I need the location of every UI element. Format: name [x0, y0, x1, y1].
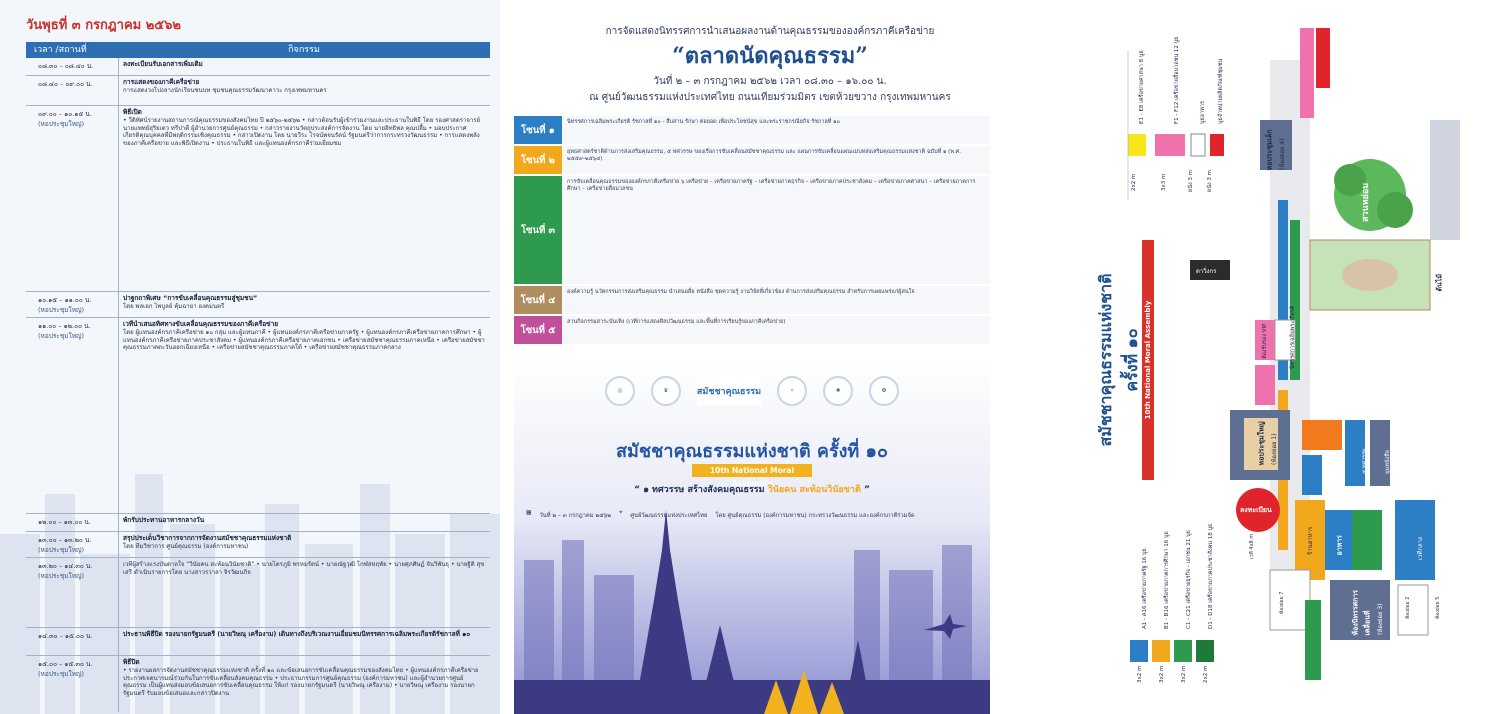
floor-map-panel	[1000, 0, 1500, 714]
zone-5	[514, 316, 990, 344]
zone-text: การขับเคลื่อนคุณธรรมขององค์กรภาคีเครือข่าย ๖ เครือข่าย – เครือข่ายภาครัฐ – เครือข่ายภาคธุรกิจ – เครือข่ายภาคประชาสังคม – เครือข่ายภาคศาสนา – เครือข่ายภาคการศึกษา – เครือข่ายสื่อมวลชน	[562, 176, 990, 284]
row-title: พิธีปิด	[123, 658, 140, 666]
info-venue: ศูนย์วัฒนธรรมแห่งประเทศไทย	[630, 513, 708, 519]
table-row	[26, 558, 490, 628]
legend-d-size: 2x2 m	[1203, 665, 1209, 683]
legend-a: A1 - A16 เครือข่ายภาครัฐ 16 บูธ	[1142, 548, 1148, 629]
floor-map	[1000, 0, 1500, 714]
row-venue: (หอประชุมใหญ่)	[38, 332, 85, 340]
map-number: ครั้งที่ ๑๐	[1122, 328, 1141, 392]
legend-c: C1 - C21 เครือข่ายธุรกิจ - เอกชน 21 บูธ	[1186, 530, 1192, 629]
legend-e-size: 2x2 m	[1131, 173, 1137, 191]
row-title: เวทีนำเสนอทิศทางขับเคลื่อนคุณธรรมของภาคีเครือข่าย	[123, 320, 279, 328]
moral-market-panel	[500, 0, 1000, 714]
schedule-panel	[0, 0, 500, 714]
table-row	[26, 514, 490, 532]
row-venue: (หอประชุมใหญ่)	[38, 120, 85, 128]
time-column-header: เวลา /สถานที่	[34, 45, 87, 55]
legend-c-size: 3x2 m	[1181, 665, 1187, 683]
row-detail: โดย ทีมวิชาการ ศูนย์คุณธรรม (องค์การมหาชน)	[123, 542, 249, 550]
register-label: ลงทะเบียน	[1240, 506, 1272, 514]
row-time: ๑๓.๐๐ – ๑๓.๒๐ น.	[38, 536, 92, 544]
legend-food: บูธอาหาร	[1200, 101, 1206, 124]
zone-text: องค์ความรู้ นวัตกรรมการส่งเสริมคุณธรรม นำเสนอสื่อ หนังสือ ชุดความรู้ งานวิจัยที่เกี่ยวข้อง ด้านการส่งเสริมคุณธรรม สำหรับการเผยแพร่แก่ผู้สนใจ	[562, 286, 990, 314]
row-title: ประธานพิธีปิด รองนายกรัฐมนตรี (นายวิษณุ เครืองาม) เดินทางถึงบริเวณงานเยี่ยมชมนิทรรศการเฉลิมพระเกียรติรัชกาลที่ ๑๐	[123, 630, 471, 638]
legend-food-size: ผนัง 3 m	[1188, 169, 1194, 192]
slogan-close: ”	[863, 485, 870, 495]
legend-d: D1 - D18 เครือข่ายภาคประชาสังคม 18 บูธ	[1208, 523, 1214, 629]
poster-background	[514, 360, 990, 714]
sub-room-2-label: ห้องย่อย 2	[1405, 596, 1411, 619]
row-venue: (หอประชุมใหญ่)	[38, 306, 85, 314]
table-row	[26, 76, 490, 106]
row-time: ๑๔.๓๐ – ๑๕.๐๐ น.	[38, 632, 93, 640]
row-detail: การแสดงวงโปงลางนักเรียนชนบท ชุมชนคุณธรรมวัฒนาคาวะ กรุงเทพมหานคร	[123, 86, 327, 94]
logo-icon: ◎	[605, 376, 635, 406]
trees-label: ต้นไม้	[1435, 274, 1444, 292]
exhibition-label: ห้องนิทรรศการ	[1351, 589, 1360, 636]
legend-f-size: 3x3 m	[1161, 173, 1167, 191]
zone-label: โซนที่ ๕	[514, 316, 562, 344]
schedule-date: วันพุธที่ ๓ กรกฎาคม ๒๕๖๒	[26, 18, 181, 33]
map-title: สมัชชาคุณธรรมแห่งชาติ	[1096, 273, 1115, 447]
slogan-part: “ ๑ ทศวรรษ สร้างสังคมคุณธรรม	[634, 485, 765, 495]
row-title: พิธีเปิด	[123, 108, 142, 116]
market-date: วันที่ ๒ – ๓ กรกฎาคม ๒๕๖๒ เวลา ๐๘.๓๐ – ๑๖.๐๐ น.	[653, 76, 887, 87]
row-time: ๑๑.๐๐ – ๑๒.๐๐ น.	[38, 322, 91, 330]
row-venue: (หอประชุมใหญ่)	[38, 670, 85, 678]
row-title: ปาฐกถาพิเศษ “การขับเคลื่อนคุณธรรมสู่ชุมชน”	[123, 294, 258, 302]
row-detail: เวทีผู้สร้างแรงบันดาลใจ “วินัยคน สะท้อนวินัยชาติ” • นายไตรภูมิ พรหมรัตน์ • นายณัฐวุฒิ โกฬสหฤทัย • นายศุภศิษฏ์ จันวิพันธุ • นายฐิติ สุขเสรี ดำเนินรายการโดย นางสาวรวาลา จิรวัฒนกิจ	[123, 561, 485, 576]
activity-column-header: กิจกรรม	[288, 45, 320, 55]
food-label: อาหาร	[1335, 535, 1344, 556]
emblem-icon: ♛	[651, 376, 681, 406]
row-title: พักรับประทานอาหารกลางวัน	[123, 516, 205, 524]
stage-size-label: เวที 4x8 m	[1249, 533, 1255, 559]
zone-label: โซนที่ ๓	[514, 176, 562, 284]
legend-shop: บูธจำหน่ายผลิตภัณฑ์ชุมชน	[1218, 58, 1224, 124]
garden-label: สวนหย่อม	[1361, 182, 1371, 222]
assembly-poster	[514, 360, 990, 714]
market-subtitle: การจัดแสดงนิทรรศการนำเสนอผลงานด้านคุณธรรมขององค์กรภาคีเครือข่าย	[605, 26, 935, 37]
legend-b-size: 3x2 m	[1159, 665, 1165, 683]
market-title: “ตลาดนัดคุณธรรม”	[672, 43, 868, 69]
row-title: สรุปประเด็นวิชาการจากการจัดงานสมัชชาคุณธรรมแห่งชาติ	[123, 534, 292, 542]
exhibition-room-label: (ห้องย่อย 3)	[1377, 603, 1384, 635]
poster-slogan	[514, 482, 990, 496]
zone-4	[514, 286, 990, 314]
row-time: ๐๙.๐๐ – ๑๐.๑๕ น.	[38, 110, 92, 118]
row-title: ลงทะเบียนรับเอกสารเพิ่มเติม	[123, 60, 203, 68]
row-time: ๑๓.๒๐ – ๑๔.๓๐ น.	[38, 562, 93, 570]
stage-label: เวทีกลาง	[1417, 537, 1424, 560]
small-hall-label: หอประชุมเล็ก	[1265, 129, 1274, 171]
legend-b: B1 - B16 เครือข่ายภาคการศึกษา 16 บูธ	[1164, 531, 1170, 629]
schedule-header	[26, 42, 490, 58]
small-hall-sub-label: (ห้องย่อย 4)	[1279, 138, 1286, 170]
row-venue: (หอประชุมใหญ่)	[38, 572, 85, 580]
zone-3	[514, 176, 990, 284]
row-time: ๑๐.๑๕ – ๑๑.๐๐ น.	[38, 296, 92, 304]
seal-icon: ✺	[823, 376, 853, 406]
row-time: ๐๘.๓๐ – ๐๘.๔๐ น.	[38, 62, 94, 70]
poster-english: 10th National Moral Assembly	[692, 464, 812, 477]
poster-title: สมัชชาคุณธรรมแห่งชาติ ครั้งที่ ๑๐	[616, 441, 888, 462]
zone-text: ลานกิจกรรมสาระบันเทิง (เวทีการแสดงศิลปวัฒนธรรม และพื้นที่การเรียนรู้ของภาคีเครือข่าย)	[562, 316, 990, 344]
table-row	[26, 656, 490, 712]
row-venue: (หอประชุมใหญ่)	[38, 546, 85, 554]
legend-f: F1 - F12 เครือข่ายสื่อมวลชน 12 บูธ	[1174, 36, 1180, 124]
zone-1	[514, 116, 990, 144]
info-org: โดย ศูนย์คุณธรรม (องค์การมหาชน) กระทรวงวัฒนธรรม และองค์กรภาคีร่วมจัด	[715, 513, 915, 519]
legend-shop-size: ผนัง 3 m	[1207, 169, 1213, 192]
table-row	[26, 628, 490, 656]
zone-2	[514, 146, 990, 174]
market-venue: ณ ศูนย์วัฒนธรรมแห่งประเทศไทย ถนนเทียมร่วมมิตร เขตห้วยขวาง กรุงเทพมหานคร	[589, 92, 951, 103]
exhibition-sub-label: เคลื่อนที่	[1363, 610, 1372, 636]
row-detail: • วีดิทัศน์รายงานสถานการณ์คุณธรรมของสังคมไทย ปี ๒๕๖๐-๒๕๖๒ • กล่าวต้อนรับผู้เข้าร่วมงานและประธานในพิธี โดย รองศาสตราจารย์ นายแพทย์สุริยเดว ทรีปาตี ผู้อำนวยการศูนย์คุณธรรม • กล่าวรายงานวัตถุประสงค์การจัดงาน โดย นายอิทธิพล คุณปลื้ม • มอบประกาศเกียรติคุณบุคคลที่มีพฤติกรรมเชิงคุณธรรม • กล่าวเปิดงาน โดย นายวีระ โรจน์พจนรัตน์ รัฐมนตรีว่าการกระทรวงวัฒนธรรม • การแสดงพลังของภาคีเครือข่าย และพิธีเปิดงาน • ประธานในพิธี และผู้แทนองค์กรภาคีร่วมเยี่ยมชม	[123, 116, 480, 148]
table-row	[26, 532, 490, 558]
map-english: 10th National Moral Assembly	[1142, 240, 1154, 480]
table-row	[26, 318, 490, 514]
food-sub-label: ร้านอาหาร	[1307, 526, 1314, 555]
great-hall-label: หอประชุมใหญ่	[1257, 421, 1266, 466]
sub-room-5-label: ห้องย่อย 5	[1435, 596, 1441, 619]
sub-room-7-label: ห้องย่อย 7	[1279, 591, 1285, 614]
row-detail: • รายงานผลการจัดงานสมัชชาคุณธรรมแห่งชาติ ครั้งที่ ๑๐ และข้อเสนอการขับเคลื่อนคุณธรรมของสังคมไทย • ผู้แทนองค์กรภาคีเครือข่ายประกาศเจตนารมณ์ร่วมกันในการขับเคลื่อนสังคมคุณธรรม • ประธานกรรมการศูนย์คุณธรรม (องค์การมหาชน) และผู้อำนวยการศูนย์คุณธรรม เป็นผู้แทนส่งมอบข้อเสนอการขับเคลื่อนคุณธรรม ให้แก่ รองนายกรัฐมนตรี (นายวิษณุ เครืองาม) • นายวิษณุ เครืองาม รองนายกรัฐมนตรี รับมอบข้อเสนอและกล่าวปิดงาน	[123, 666, 479, 698]
history-label: ๕ ทศวรรษ	[1362, 448, 1368, 474]
assembly-logo: สมัชชาคุณธรรม	[697, 376, 761, 406]
location-icon: ⌖	[619, 510, 623, 516]
legend-a-size: 3x2 m	[1137, 665, 1143, 683]
legend-e: E1 - E8 เครือข่ายศาสนา 8 บูธ	[1139, 50, 1145, 124]
row-time: ๑๕.๐๐ – ๑๕.๓๐ น.	[38, 660, 93, 668]
row-time: ๐๘.๔๐ – ๐๙.๐๐ น.	[38, 80, 93, 88]
info-date: วันที่ ๒ – ๓ กรกฎาคม ๒๕๖๒	[539, 513, 612, 519]
row-detail: โดย พลเอก ไพบูลย์ คุ้มฉายา องคมนตรี	[123, 302, 225, 310]
ot-label: ดาวิ่งกร	[1196, 268, 1217, 275]
vip-label: ห้องรับรอง VIP	[1262, 323, 1268, 359]
schedule-table	[26, 58, 490, 708]
table-row	[26, 106, 490, 292]
zone-text: ยุทธศาสตร์ชาติด้านการส่งเสริมคุณธรรม, ๕ ทศวรรษ ของเรือการขับเคลื่อนสมัชชาคุณธรรม และ แผนการขับเคลื่อนแผนแม่บทส่งเสริมคุณธรรมแห่งชาติ ฉบับที่ ๑ (พ.ศ. ๒๕๕๙-๒๕๖๔)	[562, 146, 990, 174]
table-row	[26, 292, 490, 318]
logo-row	[514, 376, 990, 406]
table-row	[26, 58, 490, 76]
row-title: การแสดงของภาคีเครือข่าย	[123, 78, 200, 86]
zone-label: โซนที่ ๒	[514, 146, 562, 174]
media-label: มุมหนังสือ	[1385, 450, 1391, 474]
zone-text: นิทรรศการเฉลิมพระเกียรติ รัชกาลที่ ๑๐ - สืบสาน รักษา ต่อยอด เพื่อประโยชน์สุข และพระราชกรณียกิจ รัชกาลที่ ๑๐	[562, 116, 990, 144]
zone-label: โซนที่ ๑	[514, 116, 562, 144]
slogan-highlight: วินัยคน สะท้อนวินัยชาติ	[767, 485, 861, 495]
calendar-icon: ▦	[526, 510, 532, 516]
zone-label: โซนที่ ๔	[514, 286, 562, 314]
badge-icon: ❂	[869, 376, 899, 406]
row-detail: โดย ผู้แทนองค์กรภาคีเครือข่าย ๑๐ กลุ่ม และผู้แทนภาคี • ผู้แทนองค์กรภาคีเครือข่ายภาครัฐ • ผู้แทนองค์กรภาคีเครือข่ายภาคการศึกษา • ผู้แทนองค์กรภาคีเครือข่ายภาคประชาสังคม • ผู้แทนองค์กรภาคีเครือข่ายภาคเอกชน • เครือข่ายสมัชชาคุณธรรมภาคเหนือ • เครือข่ายสมัชชาคุณธรรมภาคตะวันออกเฉียงเหนือ • เครือข่ายสมัชชาคุณธรรมภาคใต้ • เครือข่ายสมัชชาคุณธรรมภาคกลาง	[123, 328, 485, 352]
king-exhibit-label: นิทรรศการเฉลิมพระเกียรติ	[1290, 305, 1296, 369]
poster-info	[526, 510, 986, 520]
great-hall-sub-label: (ห้องย่อย 1)	[1271, 433, 1278, 465]
row-time: ๑๒.๐๐ – ๑๓.๐๐ น.	[38, 518, 91, 526]
dove-icon: ✧	[777, 376, 807, 406]
